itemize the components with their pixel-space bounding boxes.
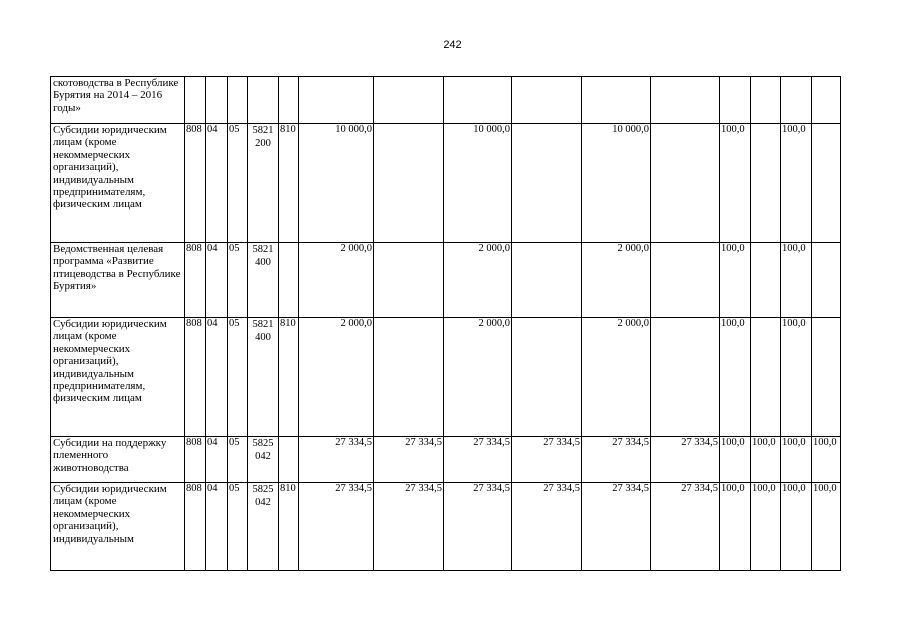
cell-v5: 2 000,0	[582, 243, 651, 318]
cs-part1: 5821	[252, 244, 274, 255]
cell-p2	[751, 318, 781, 437]
cell-cs	[248, 318, 279, 437]
cell-rz: 04	[206, 483, 228, 571]
cell-v4: 27 334,5	[512, 483, 582, 571]
cs-part1: 5821	[252, 319, 274, 330]
cell-p1	[720, 77, 751, 124]
cell-rz: 04	[206, 318, 228, 437]
cell-p1: 100,0	[720, 243, 751, 318]
cell-p2	[751, 124, 781, 243]
cs-part1: 5825	[252, 484, 274, 495]
cell-p2: 100,0	[751, 483, 781, 571]
cell-pr: 05	[228, 437, 248, 483]
cell-rz: 04	[206, 437, 228, 483]
cell-pr: 05	[228, 124, 248, 243]
cell-v6	[651, 124, 720, 243]
cell-v5: 27 334,5	[582, 483, 651, 571]
cell-p2	[751, 243, 781, 318]
cell-gr	[185, 77, 206, 124]
cell-v1: 27 334,5	[299, 437, 374, 483]
cell-p3: 100,0	[781, 437, 812, 483]
page-number: 242	[443, 39, 462, 51]
cell-gr: 808	[185, 437, 206, 483]
cell-pr: 05	[228, 243, 248, 318]
cell-v6: 27 334,5	[651, 437, 720, 483]
cell-p4	[812, 243, 841, 318]
cell-p1: 100,0	[720, 483, 751, 571]
cell-v3: 27 334,5	[444, 483, 512, 571]
table-row	[51, 483, 841, 571]
cell-p3	[781, 77, 812, 124]
cell-gr: 808	[185, 243, 206, 318]
cell-p4	[812, 124, 841, 243]
table-row	[51, 318, 841, 437]
cell-v4	[512, 124, 582, 243]
row-name: Субсидии юридическим лицам (кроме некоммерческих организаций), индивидуальным предпринимателям, физическим лицам	[51, 318, 185, 437]
cell-p4: 100,0	[812, 437, 841, 483]
cs-part2: 400	[255, 332, 271, 343]
row-name: Субсидии на поддержку племенного животноводства	[51, 437, 185, 483]
cell-v3: 10 000,0	[444, 124, 512, 243]
cell-v2	[374, 77, 444, 124]
cell-vr	[279, 243, 299, 318]
cell-gr: 808	[185, 483, 206, 571]
cell-rz	[206, 77, 228, 124]
cell-vr: 810	[279, 318, 299, 437]
cell-v6: 27 334,5	[651, 483, 720, 571]
cell-cs	[248, 483, 279, 571]
row-name: Субсидии юридическим лицам (кроме некоммерческих организаций), индивидуальным предпринимателям, физическим лицам	[51, 124, 185, 243]
row-name: Ведомственная целевая программа «Развитие птицеводства в Республике Бурятия»	[51, 243, 185, 318]
cell-v3	[444, 77, 512, 124]
budget-table	[50, 76, 841, 571]
cell-v1	[299, 77, 374, 124]
cell-gr: 808	[185, 318, 206, 437]
cell-v1: 2 000,0	[299, 243, 374, 318]
cell-p3: 100,0	[781, 124, 812, 243]
cell-p1: 100,0	[720, 437, 751, 483]
cell-v4	[512, 318, 582, 437]
cell-v4	[512, 77, 582, 124]
cell-v4: 27 334,5	[512, 437, 582, 483]
table-row	[51, 124, 841, 243]
cell-p1: 100,0	[720, 318, 751, 437]
cell-v2	[374, 243, 444, 318]
cell-v2: 27 334,5	[374, 437, 444, 483]
cell-v6	[651, 77, 720, 124]
cell-pr: 05	[228, 318, 248, 437]
cell-p3: 100,0	[781, 483, 812, 571]
cs-part2: 042	[255, 451, 271, 462]
cell-v1: 10 000,0	[299, 124, 374, 243]
cell-p2: 100,0	[751, 437, 781, 483]
cell-v3: 2 000,0	[444, 318, 512, 437]
cell-p4	[812, 318, 841, 437]
cell-v5: 2 000,0	[582, 318, 651, 437]
cs-part1: 5821	[252, 125, 274, 136]
cs-part1: 5825	[252, 438, 274, 449]
cell-cs	[248, 77, 279, 124]
cell-v6	[651, 318, 720, 437]
table-row	[51, 437, 841, 483]
cell-v2	[374, 318, 444, 437]
cell-cs	[248, 437, 279, 483]
table-row	[51, 77, 841, 124]
cell-pr	[228, 77, 248, 124]
cell-pr: 05	[228, 483, 248, 571]
cell-cs	[248, 124, 279, 243]
cell-v2	[374, 124, 444, 243]
cell-v1: 27 334,5	[299, 483, 374, 571]
cell-v5: 10 000,0	[582, 124, 651, 243]
cell-p4	[812, 77, 841, 124]
cell-vr: 810	[279, 124, 299, 243]
cell-vr	[279, 437, 299, 483]
cs-part2: 042	[255, 497, 271, 508]
cell-cs	[248, 243, 279, 318]
cell-v4	[512, 243, 582, 318]
cell-p3: 100,0	[781, 243, 812, 318]
cs-part2: 400	[255, 257, 271, 268]
cell-p1: 100,0	[720, 124, 751, 243]
cell-p2	[751, 77, 781, 124]
cell-v5: 27 334,5	[582, 437, 651, 483]
cell-p4: 100,0	[812, 483, 841, 571]
cell-gr: 808	[185, 124, 206, 243]
cell-vr: 810	[279, 483, 299, 571]
cs-part2: 200	[255, 138, 271, 149]
cell-rz: 04	[206, 124, 228, 243]
row-name: скотоводства в Республике Бурятия на 2014 – 2016 годы»	[51, 77, 185, 124]
cell-v1: 2 000,0	[299, 318, 374, 437]
cell-vr	[279, 77, 299, 124]
cell-v3: 27 334,5	[444, 437, 512, 483]
cell-v3: 2 000,0	[444, 243, 512, 318]
cell-p3: 100,0	[781, 318, 812, 437]
row-name: Субсидии юридическим лицам (кроме некоммерческих организаций), индивидуальным	[51, 483, 185, 571]
cell-v6	[651, 243, 720, 318]
cell-v5	[582, 77, 651, 124]
cell-rz: 04	[206, 243, 228, 318]
table-row	[51, 243, 841, 318]
cell-v2: 27 334,5	[374, 483, 444, 571]
